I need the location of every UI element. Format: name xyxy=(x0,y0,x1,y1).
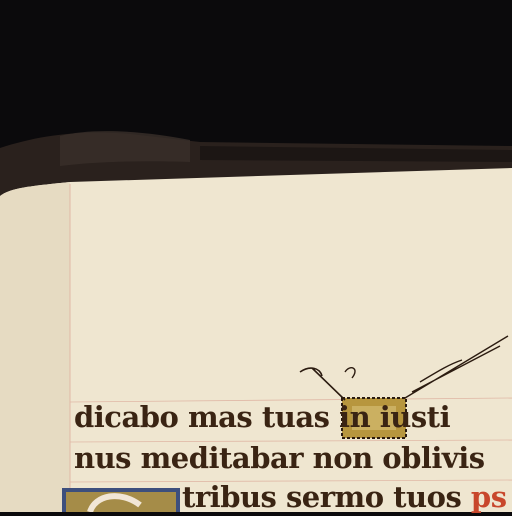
text-line-2 xyxy=(74,441,485,475)
text-line-1 xyxy=(74,400,450,434)
text-line-3 xyxy=(182,480,507,514)
text-line-2-content: nus meditabar non oblivis xyxy=(74,441,485,475)
text-line-3-content: tribus sermo tuos xyxy=(182,480,462,514)
page-gutter-shade xyxy=(0,182,70,512)
rubric-text: ps xyxy=(470,480,507,514)
text-line-1-content: dicabo mas tuas in iusti xyxy=(74,400,451,434)
